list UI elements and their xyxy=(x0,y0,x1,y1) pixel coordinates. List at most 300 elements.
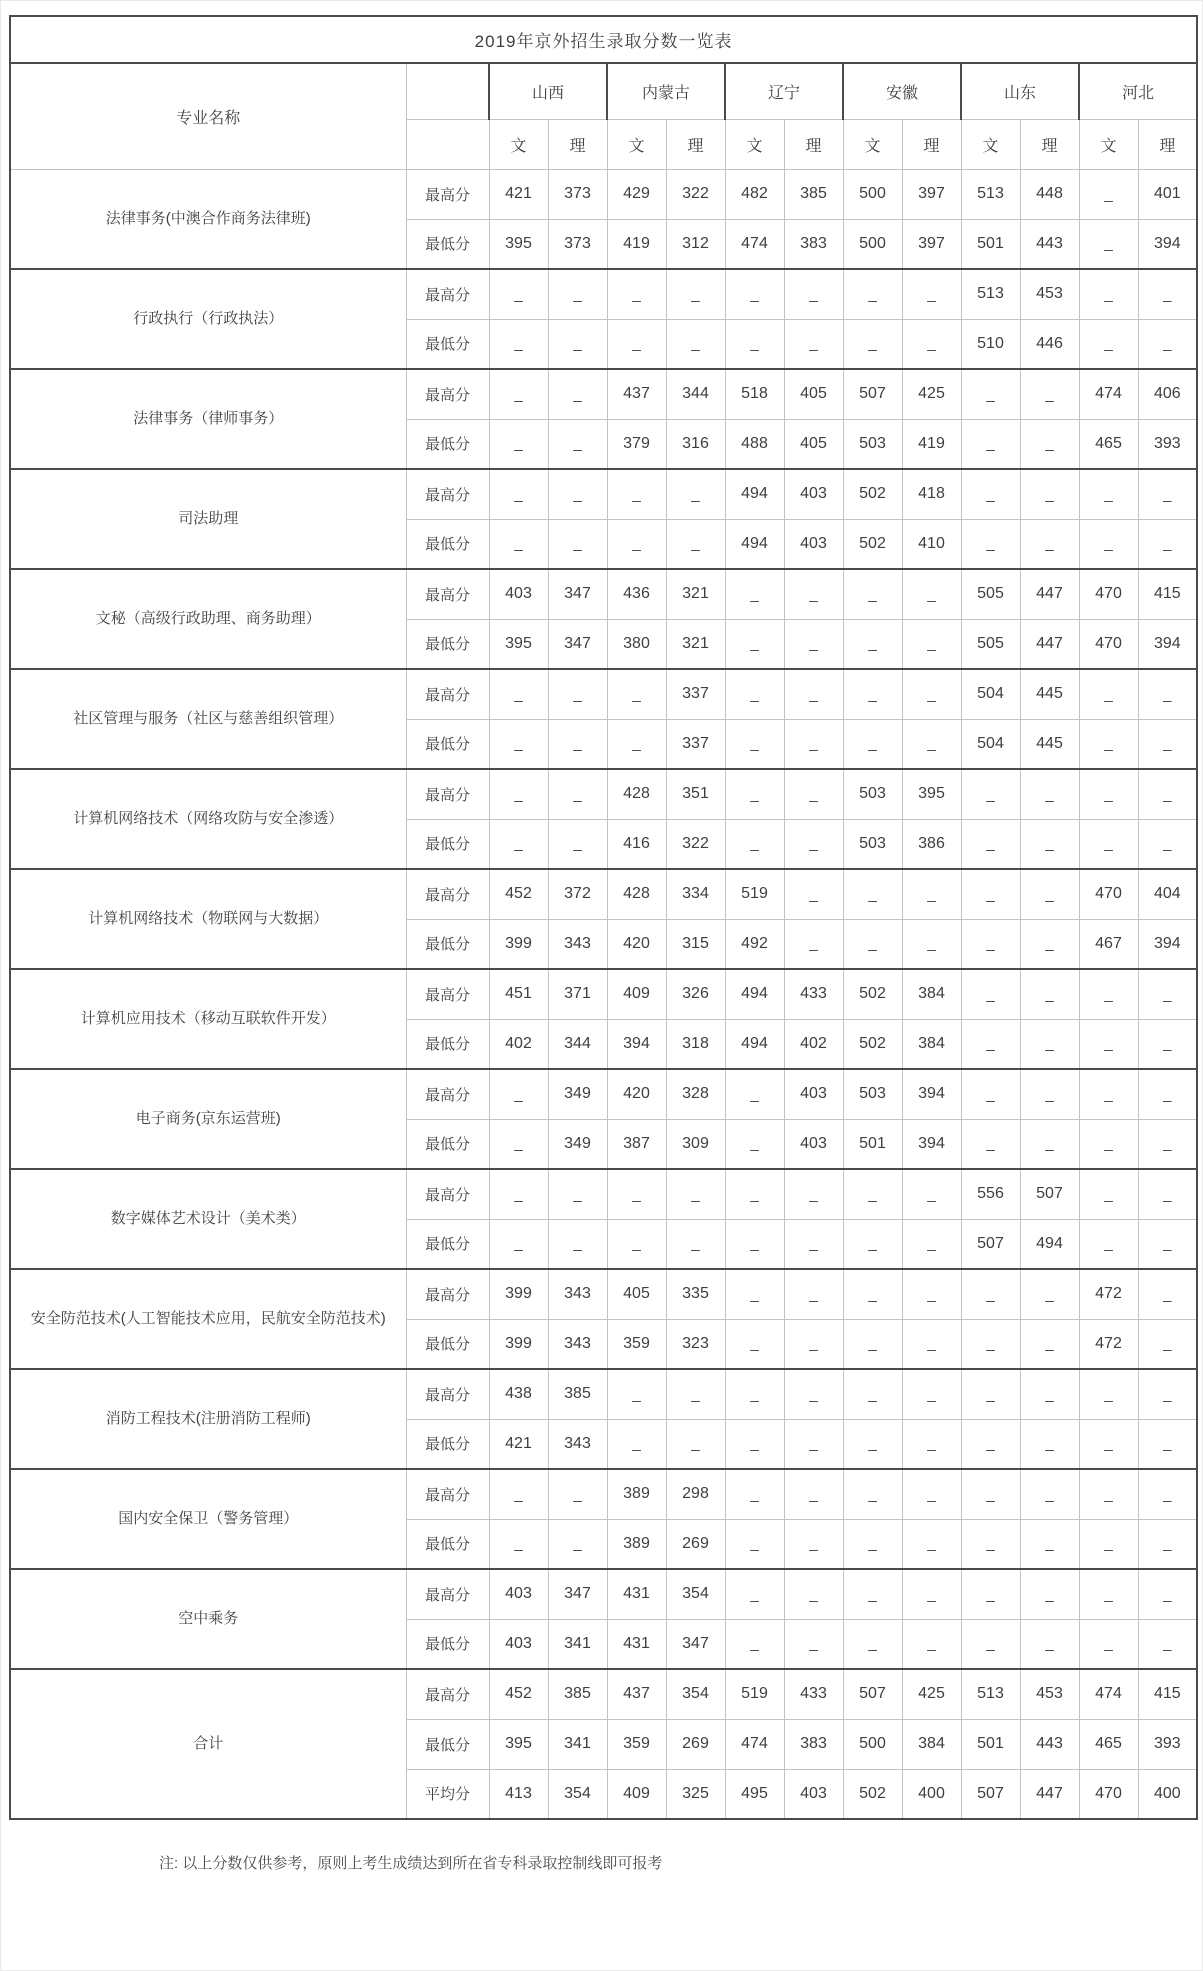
score-cell: _ xyxy=(489,1169,548,1219)
score-cell: _ xyxy=(1020,819,1079,869)
score-cell: _ xyxy=(961,419,1020,469)
row-type-label: 最低分 xyxy=(406,519,489,569)
score-cell: _ xyxy=(1020,1019,1079,1069)
row-type-label: 最低分 xyxy=(406,919,489,969)
score-cell: _ xyxy=(1020,1519,1079,1569)
score-cell: 495 xyxy=(725,1769,784,1819)
score-cell: _ xyxy=(784,569,843,619)
score-cell: _ xyxy=(548,769,607,819)
score-cell: 405 xyxy=(607,1269,666,1319)
score-cell: 322 xyxy=(666,169,725,219)
row-type-label: 最高分 xyxy=(406,1269,489,1319)
score-cell: _ xyxy=(489,1069,548,1119)
score-cell: 344 xyxy=(666,369,725,419)
table-row xyxy=(10,1469,1197,1519)
score-cell: 470 xyxy=(1079,569,1138,619)
score-cell: 312 xyxy=(666,219,725,269)
row-type-label: 最高分 xyxy=(406,369,489,419)
score-cell: 556 xyxy=(961,1169,1020,1219)
row-type-label: 最低分 xyxy=(406,1719,489,1769)
score-cell: _ xyxy=(666,469,725,519)
score-cell: _ xyxy=(725,719,784,769)
score-cell: _ xyxy=(843,919,902,969)
score-cell: 322 xyxy=(666,819,725,869)
score-cell: 513 xyxy=(961,169,1020,219)
table-row xyxy=(10,1669,1197,1719)
score-cell: _ xyxy=(1138,519,1197,569)
major-name-cell: 司法助理 xyxy=(10,469,406,569)
score-cell: _ xyxy=(489,419,548,469)
score-cell: _ xyxy=(961,1519,1020,1569)
score-cell: 269 xyxy=(666,1719,725,1769)
major-name-cell: 文秘（高级行政助理、商务助理） xyxy=(10,569,406,669)
stream-header: 理 xyxy=(784,119,843,169)
province-header-6: 河北 xyxy=(1079,63,1197,119)
score-cell: 420 xyxy=(607,1069,666,1119)
row-type-label: 最低分 xyxy=(406,219,489,269)
score-cell: _ xyxy=(607,1419,666,1469)
row-type-label: 最高分 xyxy=(406,1669,489,1719)
score-cell: _ xyxy=(725,269,784,319)
score-cell: 385 xyxy=(784,169,843,219)
score-cell: 343 xyxy=(548,1319,607,1369)
score-cell: _ xyxy=(548,819,607,869)
score-cell: _ xyxy=(725,1269,784,1319)
score-cell: _ xyxy=(843,1219,902,1269)
score-cell: 394 xyxy=(902,1069,961,1119)
score-cell: _ xyxy=(1079,1469,1138,1519)
score-cell: _ xyxy=(1138,1519,1197,1569)
score-cell: 354 xyxy=(666,1569,725,1619)
score-cell: 371 xyxy=(548,969,607,1019)
score-cell: _ xyxy=(489,1469,548,1519)
score-cell: 394 xyxy=(607,1019,666,1069)
score-cell: 437 xyxy=(607,1669,666,1719)
score-cell: _ xyxy=(784,1269,843,1319)
score-cell: _ xyxy=(1079,1619,1138,1669)
stream-header: 文 xyxy=(1079,119,1138,169)
score-cell: 335 xyxy=(666,1269,725,1319)
score-cell: _ xyxy=(1079,1019,1138,1069)
score-cell: 402 xyxy=(489,1019,548,1069)
row-type-label: 最低分 xyxy=(406,1619,489,1669)
score-cell: 393 xyxy=(1138,419,1197,469)
score-cell: 482 xyxy=(725,169,784,219)
score-cell: _ xyxy=(1020,969,1079,1019)
score-cell: 403 xyxy=(784,519,843,569)
score-cell: 494 xyxy=(725,1019,784,1069)
score-cell: _ xyxy=(961,1369,1020,1419)
score-cell: _ xyxy=(784,769,843,819)
score-cell: 494 xyxy=(725,469,784,519)
score-cell: 467 xyxy=(1079,919,1138,969)
score-cell: _ xyxy=(1020,519,1079,569)
score-cell: 453 xyxy=(1020,1669,1079,1719)
score-cell: 451 xyxy=(489,969,548,1019)
score-cell: 421 xyxy=(489,1419,548,1469)
row-type-label: 最低分 xyxy=(406,1019,489,1069)
score-cell: 326 xyxy=(666,969,725,1019)
score-cell: 325 xyxy=(666,1769,725,1819)
score-cell: _ xyxy=(548,1169,607,1219)
score-cell: _ xyxy=(1079,269,1138,319)
major-name-cell: 国内安全保卫（警务管理） xyxy=(10,1469,406,1569)
score-cell: 470 xyxy=(1079,619,1138,669)
score-cell: 385 xyxy=(548,1369,607,1419)
score-cell: _ xyxy=(666,319,725,369)
row-type-label: 最高分 xyxy=(406,1069,489,1119)
score-cell: 343 xyxy=(548,1269,607,1319)
score-cell: _ xyxy=(902,1619,961,1669)
score-cell: 501 xyxy=(961,219,1020,269)
score-cell: _ xyxy=(843,1169,902,1219)
score-cell: 328 xyxy=(666,1069,725,1119)
score-cell: 384 xyxy=(902,969,961,1019)
admission-score-table xyxy=(9,15,1198,1820)
score-cell: _ xyxy=(1138,1619,1197,1669)
score-cell: _ xyxy=(784,1569,843,1619)
score-cell: 502 xyxy=(843,519,902,569)
score-cell: 343 xyxy=(548,919,607,969)
score-cell: _ xyxy=(1079,819,1138,869)
score-cell: _ xyxy=(1020,1319,1079,1369)
table-row xyxy=(10,1369,1197,1419)
score-cell: _ xyxy=(843,1319,902,1369)
score-cell: _ xyxy=(843,319,902,369)
score-cell: 428 xyxy=(607,769,666,819)
row-type-label: 最低分 xyxy=(406,1219,489,1269)
score-cell: 413 xyxy=(489,1769,548,1819)
row-type-label: 最低分 xyxy=(406,1119,489,1169)
score-cell: _ xyxy=(1079,219,1138,269)
score-cell: 415 xyxy=(1138,1669,1197,1719)
score-cell: _ xyxy=(1079,319,1138,369)
score-cell: 318 xyxy=(666,1019,725,1069)
row-type-label: 最低分 xyxy=(406,719,489,769)
score-cell: _ xyxy=(725,319,784,369)
score-cell: _ xyxy=(1138,1119,1197,1169)
table-row xyxy=(10,869,1197,919)
province-header-3: 辽宁 xyxy=(725,63,843,119)
score-cell: 501 xyxy=(843,1119,902,1169)
score-cell: _ xyxy=(843,669,902,719)
stream-header: 文 xyxy=(843,119,902,169)
province-header-4: 安徽 xyxy=(843,63,961,119)
score-cell: 494 xyxy=(1020,1219,1079,1269)
score-cell: _ xyxy=(1079,469,1138,519)
row-type-label: 平均分 xyxy=(406,1769,489,1819)
score-cell: 403 xyxy=(489,569,548,619)
score-cell: _ xyxy=(1020,1269,1079,1319)
score-cell: 429 xyxy=(607,169,666,219)
major-name-cell: 社区管理与服务（社区与慈善组织管理） xyxy=(10,669,406,769)
score-cell: _ xyxy=(784,1319,843,1369)
score-cell: 425 xyxy=(902,1669,961,1719)
table-row xyxy=(10,769,1197,819)
score-cell: 447 xyxy=(1020,619,1079,669)
score-cell: _ xyxy=(1020,1369,1079,1419)
score-cell: 474 xyxy=(1079,1669,1138,1719)
score-cell: 492 xyxy=(725,919,784,969)
score-cell: _ xyxy=(1020,1069,1079,1119)
score-cell: 403 xyxy=(784,469,843,519)
score-cell: 389 xyxy=(607,1469,666,1519)
score-cell: _ xyxy=(1020,869,1079,919)
score-cell: 269 xyxy=(666,1519,725,1569)
score-cell: _ xyxy=(961,919,1020,969)
score-cell: _ xyxy=(489,1219,548,1269)
score-cell: _ xyxy=(961,1469,1020,1519)
score-cell: _ xyxy=(961,1419,1020,1469)
stream-header: 理 xyxy=(548,119,607,169)
score-cell: _ xyxy=(725,1169,784,1219)
score-cell: _ xyxy=(784,1419,843,1469)
score-cell: _ xyxy=(843,1369,902,1419)
score-cell: _ xyxy=(666,1419,725,1469)
row-type-label: 最高分 xyxy=(406,769,489,819)
score-cell: 445 xyxy=(1020,719,1079,769)
score-cell: _ xyxy=(725,1469,784,1519)
score-cell: _ xyxy=(843,1419,902,1469)
score-cell: 433 xyxy=(784,969,843,1019)
score-cell: 410 xyxy=(902,519,961,569)
score-cell: _ xyxy=(548,419,607,469)
score-cell: 403 xyxy=(784,1069,843,1119)
score-cell: _ xyxy=(843,1569,902,1619)
score-cell: 507 xyxy=(1020,1169,1079,1219)
stream-header: 理 xyxy=(1138,119,1197,169)
score-cell: _ xyxy=(725,1319,784,1369)
score-cell: 415 xyxy=(1138,569,1197,619)
score-cell: _ xyxy=(902,1319,961,1369)
score-cell: 394 xyxy=(1138,619,1197,669)
score-cell: 472 xyxy=(1079,1269,1138,1319)
major-name-cell: 计算机网络技术（物联网与大数据） xyxy=(10,869,406,969)
score-cell: _ xyxy=(725,619,784,669)
footnote: 注: 以上分数仅供参考，原则上考生成绩达到所在省专科录取控制线即可报考 xyxy=(159,1855,663,1872)
score-cell: _ xyxy=(1138,1319,1197,1369)
score-cell: 334 xyxy=(666,869,725,919)
score-cell: 425 xyxy=(902,369,961,419)
score-cell: 409 xyxy=(607,1769,666,1819)
score-cell: 431 xyxy=(607,1619,666,1669)
type-column-header-bottom xyxy=(406,119,489,169)
score-cell: _ xyxy=(489,1119,548,1169)
score-cell: 418 xyxy=(902,469,961,519)
score-cell: _ xyxy=(607,269,666,319)
score-cell: _ xyxy=(902,1569,961,1619)
score-cell: _ xyxy=(902,1169,961,1219)
table-row xyxy=(10,569,1197,619)
score-cell: _ xyxy=(489,269,548,319)
row-type-label: 最低分 xyxy=(406,319,489,369)
score-cell: 503 xyxy=(843,419,902,469)
score-cell: _ xyxy=(1079,1069,1138,1119)
score-cell: 513 xyxy=(961,1669,1020,1719)
score-cell: _ xyxy=(1138,819,1197,869)
score-cell: 503 xyxy=(843,819,902,869)
score-cell: _ xyxy=(725,1069,784,1119)
major-name-cell: 消防工程技术(注册消防工程师) xyxy=(10,1369,406,1469)
score-cell: 488 xyxy=(725,419,784,469)
score-cell: 316 xyxy=(666,419,725,469)
score-cell: 405 xyxy=(784,369,843,419)
score-cell: _ xyxy=(843,1269,902,1319)
score-cell: 470 xyxy=(1079,1769,1138,1819)
stream-header: 文 xyxy=(961,119,1020,169)
score-cell: 504 xyxy=(961,669,1020,719)
score-cell: _ xyxy=(725,1219,784,1269)
score-cell: _ xyxy=(607,1169,666,1219)
score-cell: 494 xyxy=(725,969,784,1019)
score-cell: 447 xyxy=(1020,1769,1079,1819)
score-cell: _ xyxy=(1020,369,1079,419)
score-cell: 321 xyxy=(666,569,725,619)
score-cell: 465 xyxy=(1079,1719,1138,1769)
score-cell: _ xyxy=(961,469,1020,519)
score-cell: _ xyxy=(902,1219,961,1269)
score-cell: 309 xyxy=(666,1119,725,1169)
score-cell: 393 xyxy=(1138,1719,1197,1769)
score-cell: _ xyxy=(666,519,725,569)
table-title: 2019年京外招生录取分数一览表 xyxy=(10,16,1197,63)
score-cell: _ xyxy=(725,1369,784,1419)
score-cell: _ xyxy=(666,1369,725,1419)
score-cell: 349 xyxy=(548,1119,607,1169)
score-cell: 510 xyxy=(961,319,1020,369)
score-cell: _ xyxy=(902,1519,961,1569)
score-cell: _ xyxy=(1138,1169,1197,1219)
score-cell: _ xyxy=(548,669,607,719)
score-cell: _ xyxy=(843,269,902,319)
score-cell: 383 xyxy=(784,1719,843,1769)
score-cell: _ xyxy=(489,519,548,569)
score-cell: 395 xyxy=(489,619,548,669)
score-cell: 446 xyxy=(1020,319,1079,369)
score-cell: _ xyxy=(1079,719,1138,769)
province-header-1: 山西 xyxy=(489,63,607,119)
stream-header: 文 xyxy=(489,119,548,169)
score-cell: 406 xyxy=(1138,369,1197,419)
score-cell: _ xyxy=(902,1369,961,1419)
score-cell: 507 xyxy=(961,1219,1020,1269)
score-cell: _ xyxy=(548,519,607,569)
score-cell: 448 xyxy=(1020,169,1079,219)
score-cell: 389 xyxy=(607,1519,666,1569)
score-cell: _ xyxy=(902,669,961,719)
major-name-cell: 合计 xyxy=(10,1669,406,1819)
row-type-label: 最低分 xyxy=(406,619,489,669)
score-cell: _ xyxy=(1079,1219,1138,1269)
score-cell: 341 xyxy=(548,1719,607,1769)
row-type-label: 最高分 xyxy=(406,1369,489,1419)
score-cell: 507 xyxy=(843,369,902,419)
score-cell: 341 xyxy=(548,1619,607,1669)
score-cell: _ xyxy=(548,369,607,419)
score-cell: 403 xyxy=(489,1619,548,1669)
major-name-cell: 行政执行（行政执法） xyxy=(10,269,406,369)
score-cell: 420 xyxy=(607,919,666,969)
score-cell: 394 xyxy=(1138,919,1197,969)
score-cell: 386 xyxy=(902,819,961,869)
row-type-label: 最高分 xyxy=(406,869,489,919)
score-cell: _ xyxy=(548,1219,607,1269)
score-cell: 399 xyxy=(489,919,548,969)
score-cell: _ xyxy=(961,969,1020,1019)
stream-header: 文 xyxy=(607,119,666,169)
score-cell: _ xyxy=(607,319,666,369)
score-cell: _ xyxy=(961,1019,1020,1069)
score-cell: 437 xyxy=(607,369,666,419)
score-cell: _ xyxy=(784,319,843,369)
score-cell: _ xyxy=(1020,1619,1079,1669)
score-cell: _ xyxy=(784,1519,843,1569)
score-cell: 474 xyxy=(725,219,784,269)
score-cell: 359 xyxy=(607,1319,666,1369)
score-cell: _ xyxy=(902,719,961,769)
score-cell: _ xyxy=(725,819,784,869)
score-cell: _ xyxy=(1138,769,1197,819)
score-cell: _ xyxy=(607,669,666,719)
score-cell: 403 xyxy=(489,1569,548,1619)
score-cell: 500 xyxy=(843,1719,902,1769)
score-cell: 438 xyxy=(489,1369,548,1419)
score-cell: 359 xyxy=(607,1719,666,1769)
score-cell: _ xyxy=(1079,969,1138,1019)
score-cell: _ xyxy=(725,1419,784,1469)
score-cell: 452 xyxy=(489,1669,548,1719)
score-cell: 403 xyxy=(784,1769,843,1819)
score-cell: _ xyxy=(1138,719,1197,769)
score-cell: _ xyxy=(1079,1169,1138,1219)
score-cell: 337 xyxy=(666,719,725,769)
score-cell: 494 xyxy=(725,519,784,569)
score-cell: 347 xyxy=(666,1619,725,1669)
score-cell: 397 xyxy=(902,169,961,219)
score-cell: _ xyxy=(1138,1269,1197,1319)
score-cell: _ xyxy=(725,1119,784,1169)
score-cell: 421 xyxy=(489,169,548,219)
score-cell: _ xyxy=(489,369,548,419)
major-name-cell: 数字媒体艺术设计（美术类） xyxy=(10,1169,406,1269)
score-cell: _ xyxy=(1079,769,1138,819)
row-type-label: 最高分 xyxy=(406,969,489,1019)
province-header-5: 山东 xyxy=(961,63,1079,119)
score-cell: _ xyxy=(1020,1569,1079,1619)
score-cell: 405 xyxy=(784,419,843,469)
major-name-cell: 计算机应用技术（移动互联软件开发） xyxy=(10,969,406,1069)
score-cell: 349 xyxy=(548,1069,607,1119)
score-cell: _ xyxy=(784,1369,843,1419)
score-cell: _ xyxy=(489,469,548,519)
score-cell: 403 xyxy=(784,1119,843,1169)
score-cell: 447 xyxy=(1020,569,1079,619)
score-cell: _ xyxy=(666,1219,725,1269)
score-cell: 505 xyxy=(961,569,1020,619)
score-cell: _ xyxy=(1138,1469,1197,1519)
score-cell: 409 xyxy=(607,969,666,1019)
score-cell: _ xyxy=(607,1219,666,1269)
score-cell: _ xyxy=(548,719,607,769)
score-cell: _ xyxy=(489,769,548,819)
score-cell: _ xyxy=(1138,269,1197,319)
score-cell: _ xyxy=(1020,919,1079,969)
score-cell: _ xyxy=(784,719,843,769)
score-cell: _ xyxy=(1138,469,1197,519)
table-row xyxy=(10,1569,1197,1619)
score-cell: _ xyxy=(961,1619,1020,1669)
row-type-label: 最高分 xyxy=(406,1469,489,1519)
